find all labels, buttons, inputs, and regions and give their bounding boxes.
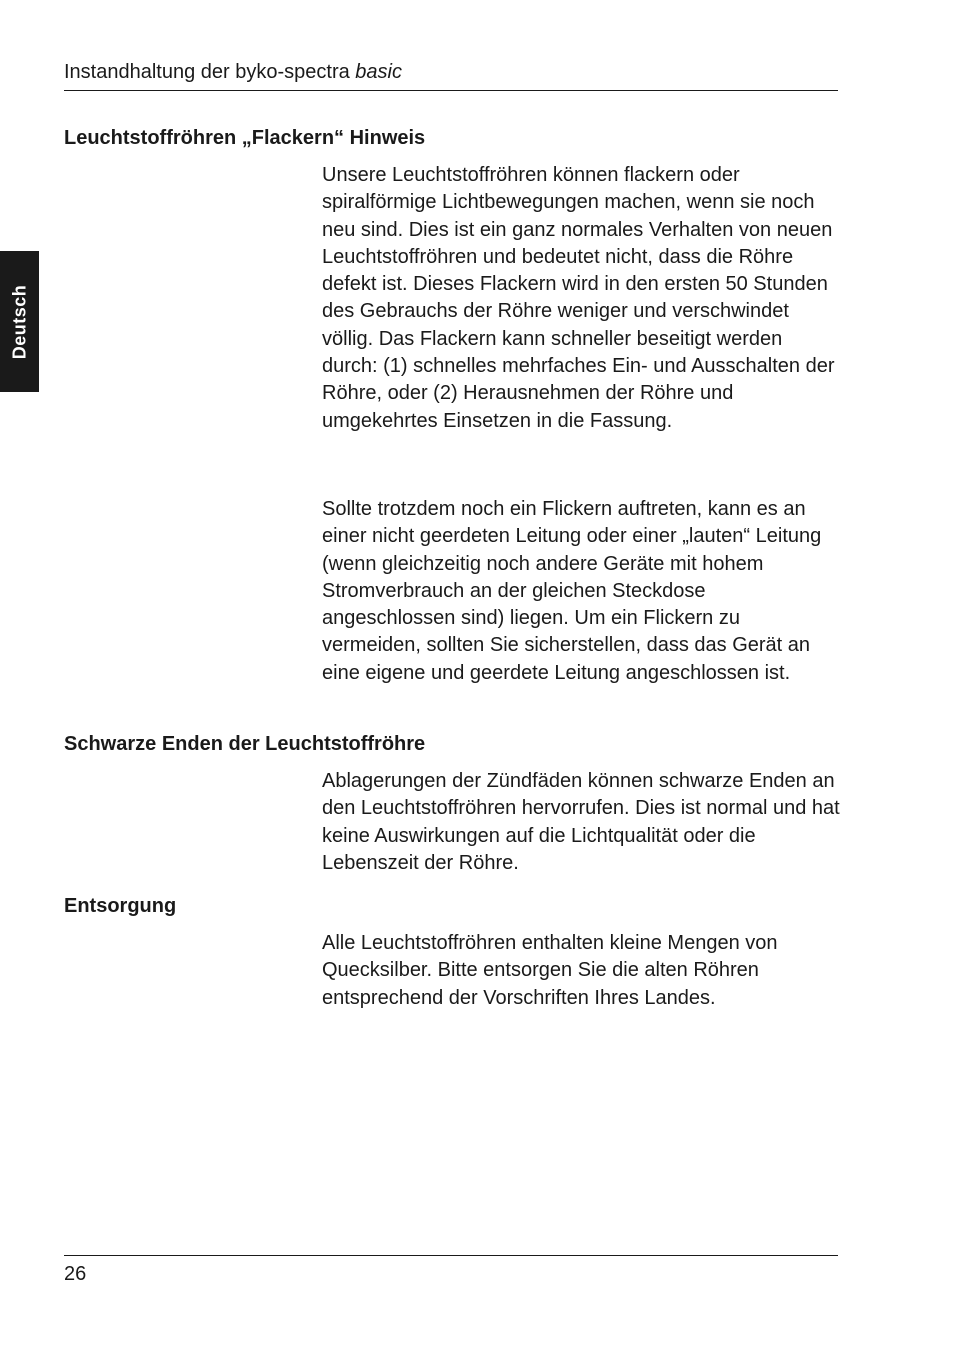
section-heading-flackern: Leuchtstoffröhren „Flackern“ Hinweis: [64, 127, 426, 149]
header-title: [64, 58, 838, 86]
header-title-text: Instandhaltung der byko-spectra: [64, 61, 356, 83]
paragraph-entsorgung: Alle Leuchtstoffröhren enthalten kleine Mengen von Quecksilber. Bitte entsorgen Sie die alten Röhren entsprechend der Vorschriften Ihres Landes.: [322, 932, 778, 1009]
language-side-tab: [0, 251, 39, 392]
footer-rule: [64, 1255, 838, 1256]
paragraph-schwarze-enden: Ablagerungen der Zündfäden können schwarze Enden an den Leuchtstoffröhren hervorrufen. Dies ist normal und hat keine Auswirkungen auf die Lichtqualität oder die Lebenszeit der Röhre.: [322, 770, 840, 874]
running-header: [64, 58, 838, 91]
section-heading-schwarze-enden: Schwarze Enden der Leuchtstoffröhre: [64, 733, 426, 755]
paragraph-flackern-1: Unsere Leuchtstoffröhren können flackern oder spiralförmige Lichtbewegungen machen, wenn sie noch neu sind. Dies ist ein ganz normales Verhalten von neuen Leuchtstoffröhren und bedeutet nicht, dass die Röhre defekt ist. Dieses Flackern wird in den ersten 50 Stunden des Gebrauchs der Röhre weniger und verschwindet völlig. Das Flackern kann schneller beseitigt werden durch: (1) schnelles mehrfaches Ein- und Ausschalten der Röhre, oder (2) Herausnehmen der Röhre und umgekehrtes Einsetzen in die Fassung.: [322, 164, 835, 432]
page-number: 26: [64, 1263, 87, 1285]
section-heading-entsorgung: Entsorgung: [64, 895, 177, 917]
header-title-italic: basic: [355, 61, 402, 83]
paragraph-flackern-2: Sollte trotzdem noch ein Flickern auftreten, kann es an einer nicht geerdeten Leitung oder einer „lauten“ Leitung (wenn gleichzeitig noch andere Geräte mit hohem Stromverbrauch an der gleichen Steckdose angeschlossen sind) liegen. Um ein Flickern zu vermeiden, sollten Sie sicherstellen, dass das Gerät an eine eigene und geerdete Leitung angeschlossen ist.: [322, 498, 822, 684]
language-tab-label: Deutsch: [9, 284, 29, 359]
